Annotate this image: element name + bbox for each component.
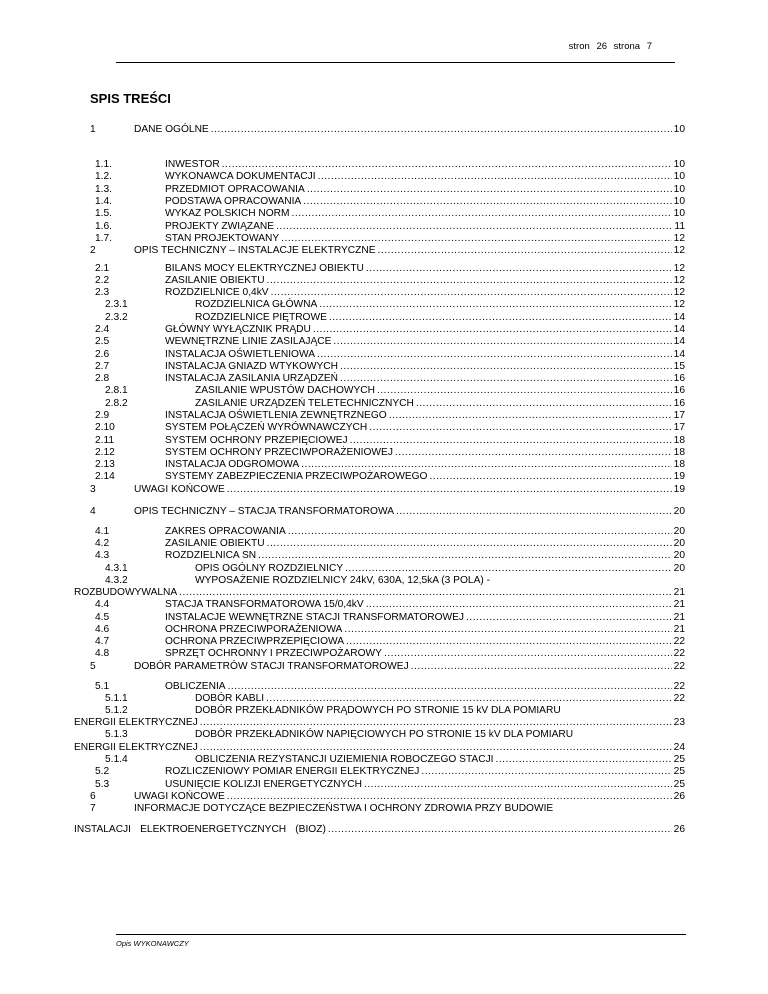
toc-entry-page: 22: [673, 648, 685, 659]
toc-entry-page: 12: [673, 287, 685, 298]
toc-entry-page: 26: [673, 791, 685, 802]
toc-entry-title: BILANS MOCY ELEKTRYCZNEJ OBIEKTU: [165, 263, 364, 274]
toc-entry-title: PRZEDMIOT OPRACOWANIA: [165, 184, 305, 195]
toc-entry[interactable]: [90, 504, 685, 518]
toc-entry-number: 3: [90, 484, 96, 495]
toc-entry-number: 1: [90, 124, 96, 135]
toc-entry-number: 2.10: [95, 422, 115, 433]
toc-entry-title: ZAKRES OPRACOWANIA: [165, 526, 286, 537]
toc-entry-number: 2.6: [95, 349, 110, 360]
toc-entry[interactable]: [74, 822, 685, 836]
page-header: [565, 41, 652, 52]
header-pages-count: 26: [596, 41, 608, 52]
toc-entry-number: 2.3.2: [105, 312, 128, 323]
toc-entry-title: ROZLICZENIOWY POMIAR ENERGII ELEKTRYCZNEJ: [165, 766, 420, 777]
toc-entry-number: 2.12: [95, 447, 115, 458]
toc-entry-number: 2.1: [95, 263, 110, 274]
toc-entry[interactable]: [90, 597, 685, 611]
toc-entry-page: 16: [673, 373, 685, 384]
toc-entry-title: ROZDZIELNICA SN: [165, 550, 257, 561]
toc-entry-number: 2.5: [95, 336, 110, 347]
toc-entry-number: 5.1.2: [105, 705, 128, 716]
toc-entry-number: 1.5.: [95, 208, 112, 219]
toc-entry-title: ZASILANIE OBIEKTU: [165, 275, 265, 286]
toc-entry-page: 14: [673, 349, 685, 360]
toc-entry-page: 21: [673, 624, 685, 635]
toc-entry[interactable]: [90, 334, 685, 348]
toc-entry-title: STACJA TRANSFORMATOROWA 15/0,4kV: [165, 599, 364, 610]
toc-entry-page: 18: [673, 435, 685, 446]
toc-entry-number: 2.2: [95, 275, 110, 286]
toc-entry-page: 12: [673, 233, 685, 244]
toc-entry-title: USUNIĘCIE KOLIZJI ENERGETYCZNYCH: [165, 779, 362, 790]
toc-entry[interactable]: [90, 383, 685, 397]
toc-entry-number: 4.3.1: [105, 563, 128, 574]
toc-entry-number: 6: [90, 791, 96, 802]
toc-entry[interactable]: [90, 801, 685, 815]
toc-entry-number: 2.8: [95, 373, 110, 384]
toc-entry-number: 2.11: [95, 435, 115, 446]
toc-leader-dots: [328, 824, 672, 836]
toc-entry-page: 20: [673, 538, 685, 549]
toc-entry-page: 20: [673, 526, 685, 537]
toc-entry-page: 16: [673, 385, 685, 396]
toc-entry-title: INSTALACJA OŚWIETLENIA ZEWNĘTRZNEGO: [165, 410, 387, 421]
toc-leader-dots: [378, 245, 672, 257]
toc-entry-page: 22: [673, 681, 685, 692]
toc-entry-number: 4: [90, 506, 96, 517]
toc-entry[interactable]: [90, 469, 685, 483]
toc-entry-number: 2.9: [95, 410, 110, 421]
toc-entry-page: 21: [673, 587, 685, 598]
toc-entry-number: 4.4: [95, 599, 110, 610]
toc-entry[interactable]: [90, 122, 685, 136]
toc-entry-number: 2.3.1: [105, 299, 128, 310]
toc-entry-number: 1.1.: [95, 159, 112, 170]
toc-entry[interactable]: [90, 169, 685, 183]
toc-entry-page: 17: [673, 410, 685, 421]
toc-entry-page: 25: [673, 754, 685, 765]
toc-entry-title: OPIS TECHNICZNY – INSTALACJE ELEKTRYCZNE: [134, 245, 376, 256]
toc-entry-page: 20: [673, 550, 685, 561]
toc-entry-page: 10: [673, 196, 685, 207]
toc-entry-page: 20: [673, 506, 685, 517]
toc-entry-number: 5.2: [95, 766, 110, 777]
header-page-number: 7: [646, 41, 652, 52]
toc-entry-title: ROZBUDOWYWALNA: [74, 587, 178, 598]
toc-entry-page: 26: [673, 824, 685, 835]
toc-entry[interactable]: [90, 420, 685, 434]
toc-entry[interactable]: [90, 727, 685, 741]
toc-entry-page: 18: [673, 459, 685, 470]
toc-entry-page: 10: [673, 208, 685, 219]
toc-entry-title: DOBÓR PRZEKŁADNIKÓW PRĄDOWYCH PO STRONIE 15 kV DLA POMIARU: [195, 705, 561, 716]
toc-entry-page: 23: [673, 717, 685, 728]
toc-entry-page: 22: [673, 636, 685, 647]
toc-entry-title: WYKAZ POLSKICH NORM: [165, 208, 290, 219]
toc-entry-number: 4.8: [95, 648, 110, 659]
toc-entry[interactable]: [90, 764, 685, 778]
toc-entry-page: 21: [673, 599, 685, 610]
toc-entry-title: UWAGI KOŃCOWE: [134, 484, 225, 495]
page-title: SPIS TREŚCI: [90, 91, 171, 106]
toc-leader-dots: [411, 661, 672, 673]
toc-entry-number: 5.1.4: [105, 754, 128, 765]
toc-entry-title: DOBÓR PRZEKŁADNIKÓW NAPIĘCIOWYCH PO STRONIE 15 kV DLA POMIARU: [195, 729, 574, 740]
toc-entry-page: 12: [673, 299, 685, 310]
toc-entry-number: 2: [90, 245, 96, 256]
toc-entry-title: GŁÓWNY WYŁĄCZNIK PRĄDU: [165, 324, 311, 335]
toc-entry-title: SYSTEM OCHRONY PRZEPIĘCIOWEJ: [165, 435, 348, 446]
toc-entry-page: 22: [673, 661, 685, 672]
toc-entry-title: DOBÓR KABLI: [195, 693, 265, 704]
toc-entry-number: 5.1: [95, 681, 110, 692]
toc-entry-page: 19: [673, 471, 685, 482]
toc-entry-number: 2.13: [95, 459, 115, 470]
toc-entry-title: INSTALACJA GNIAZD WTYKOWYCH: [165, 361, 339, 372]
toc-entry-page: 21: [673, 612, 685, 623]
toc-entry-page: 18: [673, 447, 685, 458]
toc-entry-number: 1.2.: [95, 171, 112, 182]
toc-entry[interactable]: [90, 659, 685, 673]
toc-entry-number: 2.7: [95, 361, 110, 372]
toc-entry-title: INSTALACJI ELEKTROENERGETYCZNYCH (BIOZ): [74, 824, 326, 835]
toc-entry-title: PROJEKTY ZWIĄZANE: [165, 221, 275, 232]
toc-entry-title: DANE OGÓLNE: [134, 124, 209, 135]
toc-entry-title: PODSTAWA OPRACOWANIA: [165, 196, 302, 207]
toc-entry-page: 20: [673, 563, 685, 574]
toc-entry-title: SYSTEMY ZABEZPIECZENIA PRZECIWPOŻAROWEGO: [165, 471, 428, 482]
toc-entry-title: OPIS OGÓLNY ROZDZIELNICY: [195, 563, 344, 574]
toc-entry-number: 4.1: [95, 526, 110, 537]
toc-entry[interactable]: [90, 297, 685, 311]
toc-entry-title: SYSTEM POŁĄCZEŃ WYRÓWNAWCZYCH: [165, 422, 368, 433]
toc-entry-title: INWESTOR: [165, 159, 220, 170]
toc-entry[interactable]: [90, 548, 685, 562]
toc-entry-number: 5.1.1: [105, 693, 128, 704]
toc-entry-page: 24: [673, 742, 685, 753]
toc-entry-page: 25: [673, 779, 685, 790]
toc-entry-page: 15: [673, 361, 685, 372]
toc-entry-number: 4.3.2: [105, 575, 128, 586]
toc-entry-title: ENERGII ELEKTRYCZNEJ: [74, 717, 198, 728]
toc-entry-title: INSTALACJA OŚWIETLENIOWA: [165, 349, 316, 360]
toc-entry-number: 1.4.: [95, 196, 112, 207]
toc-entry[interactable]: [90, 482, 685, 496]
toc-entry-title: INSTALACJA ZASILANIA URZĄDZEŃ: [165, 373, 339, 384]
toc-entry-page: 14: [673, 336, 685, 347]
toc-entry-number: 2.4: [95, 324, 110, 335]
toc-entry-title: INSTALACJA ODGROMOWA: [165, 459, 300, 470]
toc-entry-title: OCHRONA PRZECIWPRZEPIĘCIOWA: [165, 636, 345, 647]
toc-entry-number: 4.2: [95, 538, 110, 549]
toc-entry-page: 16: [673, 398, 685, 409]
toc-entry-page: 12: [673, 275, 685, 286]
toc-entry-number: 1.7.: [95, 233, 112, 244]
toc-entry-title: DOBÓR PARAMETRÓW STACJI TRANSFORMATOROWEJ: [134, 661, 409, 672]
toc-entry-page: 10: [673, 159, 685, 170]
toc-entry-title: ZASILANIE OBIEKTU: [165, 538, 265, 549]
toc-entry-title: ROZDZIELNICA GŁÓWNA: [195, 299, 318, 310]
toc-entry-title: UWAGI KOŃCOWE: [134, 791, 225, 802]
toc-entry-page: 10: [673, 184, 685, 195]
toc-entry-page: 10: [673, 171, 685, 182]
toc-entry-number: 2.3: [95, 287, 110, 298]
page-footer: Opis WYKONAWCZY: [116, 939, 189, 948]
toc-entry-page: 14: [673, 324, 685, 335]
toc-entry-number: 5.3: [95, 779, 110, 790]
footer-rule: [116, 934, 686, 935]
header-rule: [116, 62, 675, 63]
toc-entry-page: 14: [673, 312, 685, 323]
toc-entry-page: 11: [674, 221, 685, 232]
toc-entry[interactable]: [90, 206, 685, 220]
toc-leader-dots: [396, 506, 672, 518]
toc-entry-number: 4.7: [95, 636, 110, 647]
toc-entry-number: 5.1.3: [105, 729, 128, 740]
toc-entry-page: 19: [673, 484, 685, 495]
toc-entry-number: 4.6: [95, 624, 110, 635]
toc-entry-number: 2.14: [95, 471, 115, 482]
header-pages-label: stron: [568, 41, 590, 52]
toc-entry-number: 4.5: [95, 612, 110, 623]
toc-entry-number: 5: [90, 661, 96, 672]
toc-entry-page: 12: [673, 263, 685, 274]
toc-entry-number: 1.3.: [95, 184, 112, 195]
toc-entry-number: 2.8.2: [105, 398, 128, 409]
toc-entry-title: SYSTEM OCHRONY PRZECIWPORAŻENIOWEJ: [165, 447, 393, 458]
toc-entry-title: OBLICZENIA: [165, 681, 226, 692]
toc-entry-title: STAN PROJEKTOWANY: [165, 233, 280, 244]
toc-entry-title: INFORMACJE DOTYCZĄCE BEZPIECZEŃSTWA I OCHRONY ZDROWIA PRZY BUDOWIE: [134, 803, 554, 814]
toc-leader-dots: [211, 124, 672, 136]
toc-entry-number: 7: [90, 803, 96, 814]
toc-entry-title: WYKONAWCA DOKUMENTACJI: [165, 171, 316, 182]
toc-entry-title: ROZDZIELNICE PIĘTROWE: [195, 312, 327, 323]
toc-entry-page: 10: [673, 124, 685, 135]
toc-entry-title: ZASILANIE WPUSTÓW DACHOWYCH: [195, 385, 375, 396]
header-page-label: strona: [613, 41, 641, 52]
toc-entry-page: 22: [673, 693, 685, 704]
toc-leader-dots: [227, 484, 672, 496]
toc-entry-title: OPIS TECHNICZNY – STACJA TRANSFORMATOROWA: [134, 506, 395, 517]
toc-entry-title: ENERGII ELEKTRYCZNEJ: [74, 742, 198, 753]
toc-entry-title: SPRZĘT OCHRONNY I PRZECIWPOŻAROWY: [165, 648, 382, 659]
toc-entry-title: WYPOSAŻENIE ROZDZIELNICY 24kV, 630A, 12,5kA (3 POLA) -: [195, 575, 490, 586]
toc-entry-title: OBLICZENIA REZYSTANCJI UZIEMIENIA ROBOCZEGO STACJI: [195, 754, 494, 765]
toc-entry[interactable]: [90, 243, 685, 257]
toc-entry-title: WEWNĘTRZNE LINIE ZASILAJĄCE: [165, 336, 332, 347]
toc-entry[interactable]: [90, 646, 685, 660]
toc-entry-number: 4.3: [95, 550, 110, 561]
toc-entry-title: ZASILANIE URZĄDZEŃ TELETECHNICZNYCH: [195, 398, 414, 409]
toc-entry-title: INSTALACJE WEWNĘTRZNE STACJI TRANSFORMATOROWEJ: [165, 612, 465, 623]
toc-entry-page: 17: [673, 422, 685, 433]
toc-entry-title: ROZDZIELNICE 0,4kV: [165, 287, 269, 298]
toc-entry-number: 1.6.: [95, 221, 112, 232]
toc-entry-page: 25: [673, 766, 685, 777]
toc-entry-title: OCHRONA PRZECIWPORAŻENIOWA: [165, 624, 343, 635]
toc-entry-number: 2.8.1: [105, 385, 128, 396]
toc-entry-page: 12: [673, 245, 685, 256]
